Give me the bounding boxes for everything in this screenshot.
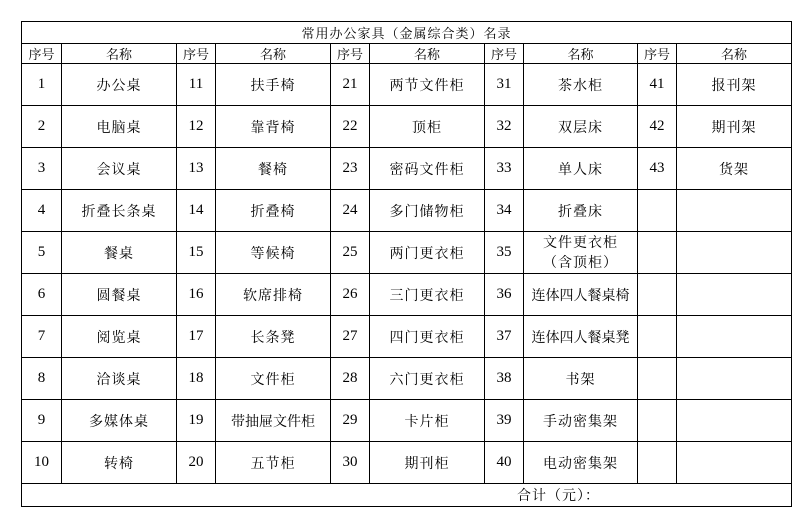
seq-cell: 10 <box>22 442 62 484</box>
name-cell: 多媒体桌 <box>62 400 177 442</box>
name-cell <box>677 232 792 274</box>
name-cell: 会议桌 <box>62 148 177 190</box>
seq-cell: 9 <box>22 400 62 442</box>
seq-cell: 30 <box>331 442 370 484</box>
name-line-1: 文件更衣柜 <box>543 234 618 251</box>
header-seq: 序号 <box>331 44 370 64</box>
name-cell: 长条凳 <box>216 316 331 358</box>
name-cell: 三门更衣柜 <box>370 274 485 316</box>
seq-cell: 36 <box>485 274 524 316</box>
seq-cell: 40 <box>485 442 524 484</box>
name-cell: 连体四人餐桌椅 <box>524 274 638 316</box>
seq-cell: 24 <box>331 190 370 232</box>
furniture-catalog-table <box>21 21 792 507</box>
total-label: 合计（元）： <box>22 484 792 507</box>
name-cell: 报刊架 <box>677 64 792 106</box>
table-row <box>22 400 792 442</box>
table-row <box>22 232 792 274</box>
name-cell: 电脑桌 <box>62 106 177 148</box>
name-cell: 软席排椅 <box>216 274 331 316</box>
name-cell: 折叠床 <box>524 190 638 232</box>
name-cell: 顶柜 <box>370 106 485 148</box>
seq-cell: 11 <box>177 64 216 106</box>
seq-cell: 15 <box>177 232 216 274</box>
seq-cell: 43 <box>638 148 677 190</box>
seq-cell: 20 <box>177 442 216 484</box>
seq-cell: 23 <box>331 148 370 190</box>
seq-cell: 8 <box>22 358 62 400</box>
seq-cell: 26 <box>331 274 370 316</box>
name-cell: 五节柜 <box>216 442 331 484</box>
seq-cell: 28 <box>331 358 370 400</box>
name-cell <box>677 358 792 400</box>
seq-cell: 2 <box>22 106 62 148</box>
seq-cell <box>638 400 677 442</box>
name-cell: 货架 <box>677 148 792 190</box>
name-cell: 扶手椅 <box>216 64 331 106</box>
name-cell: 阅览桌 <box>62 316 177 358</box>
seq-cell <box>638 358 677 400</box>
title-row <box>22 22 792 44</box>
seq-cell: 34 <box>485 190 524 232</box>
table-row <box>22 148 792 190</box>
name-cell: 靠背椅 <box>216 106 331 148</box>
table-row <box>22 190 792 232</box>
header-name: 名称 <box>216 44 331 64</box>
seq-cell: 16 <box>177 274 216 316</box>
seq-cell: 4 <box>22 190 62 232</box>
name-cell: 带抽屉文件柜 <box>216 400 331 442</box>
seq-cell: 21 <box>331 64 370 106</box>
seq-cell: 17 <box>177 316 216 358</box>
name-cell <box>677 190 792 232</box>
name-cell: 转椅 <box>62 442 177 484</box>
seq-cell <box>638 442 677 484</box>
seq-cell <box>638 232 677 274</box>
header-seq: 序号 <box>177 44 216 64</box>
name-cell: 折叠长条桌 <box>62 190 177 232</box>
seq-cell <box>638 190 677 232</box>
name-cell: 两门更衣柜 <box>370 232 485 274</box>
seq-cell: 33 <box>485 148 524 190</box>
seq-cell: 5 <box>22 232 62 274</box>
seq-cell: 27 <box>331 316 370 358</box>
seq-cell: 3 <box>22 148 62 190</box>
seq-cell: 31 <box>485 64 524 106</box>
name-cell: 多门储物柜 <box>370 190 485 232</box>
name-cell: 连体四人餐桌凳 <box>524 316 638 358</box>
name-cell: 单人床 <box>524 148 638 190</box>
seq-cell: 42 <box>638 106 677 148</box>
name-cell: 六门更衣柜 <box>370 358 485 400</box>
seq-cell: 19 <box>177 400 216 442</box>
table-row <box>22 64 792 106</box>
name-cell <box>677 274 792 316</box>
table-row <box>22 358 792 400</box>
name-cell: 密码文件柜 <box>370 148 485 190</box>
name-cell <box>677 442 792 484</box>
seq-cell: 29 <box>331 400 370 442</box>
name-cell: 文件柜 <box>216 358 331 400</box>
total-row <box>22 484 792 507</box>
seq-cell: 14 <box>177 190 216 232</box>
name-cell: 双层床 <box>524 106 638 148</box>
header-seq: 序号 <box>22 44 62 64</box>
table-title: 常用办公家具（金属综合类）名录 <box>22 22 792 44</box>
header-name: 名称 <box>677 44 792 64</box>
name-cell: 洽谈桌 <box>62 358 177 400</box>
name-cell: 卡片柜 <box>370 400 485 442</box>
seq-cell: 39 <box>485 400 524 442</box>
name-cell: 圆餐桌 <box>62 274 177 316</box>
name-cell: 茶水柜 <box>524 64 638 106</box>
name-cell: 两节文件柜 <box>370 64 485 106</box>
seq-cell: 38 <box>485 358 524 400</box>
name-cell <box>677 400 792 442</box>
header-seq: 序号 <box>638 44 677 64</box>
seq-cell: 37 <box>485 316 524 358</box>
name-cell <box>677 316 792 358</box>
name-cell: 办公桌 <box>62 64 177 106</box>
seq-cell: 35 <box>485 232 524 274</box>
seq-cell: 13 <box>177 148 216 190</box>
seq-cell: 22 <box>331 106 370 148</box>
table-row <box>22 442 792 484</box>
name-cell: 期刊架 <box>677 106 792 148</box>
name-cell: 餐椅 <box>216 148 331 190</box>
seq-cell: 41 <box>638 64 677 106</box>
seq-cell <box>638 316 677 358</box>
seq-cell: 6 <box>22 274 62 316</box>
header-name: 名称 <box>524 44 638 64</box>
name-cell: 期刊柜 <box>370 442 485 484</box>
seq-cell: 25 <box>331 232 370 274</box>
name-cell: 电动密集架 <box>524 442 638 484</box>
seq-cell: 7 <box>22 316 62 358</box>
seq-cell: 18 <box>177 358 216 400</box>
name-line-2: （含顶柜） <box>543 254 618 271</box>
name-cell: 书架 <box>524 358 638 400</box>
seq-cell: 1 <box>22 64 62 106</box>
seq-cell: 12 <box>177 106 216 148</box>
header-name: 名称 <box>62 44 177 64</box>
table-row <box>22 316 792 358</box>
seq-cell: 32 <box>485 106 524 148</box>
name-cell: 等候椅 <box>216 232 331 274</box>
table-row <box>22 274 792 316</box>
name-cell: 四门更衣柜 <box>370 316 485 358</box>
name-cell: 手动密集架 <box>524 400 638 442</box>
header-seq: 序号 <box>485 44 524 64</box>
header-row <box>22 44 792 64</box>
name-cell: 折叠椅 <box>216 190 331 232</box>
header-name: 名称 <box>370 44 485 64</box>
name-cell: 餐桌 <box>62 232 177 274</box>
name-cell <box>524 232 638 274</box>
table-row <box>22 106 792 148</box>
seq-cell <box>638 274 677 316</box>
